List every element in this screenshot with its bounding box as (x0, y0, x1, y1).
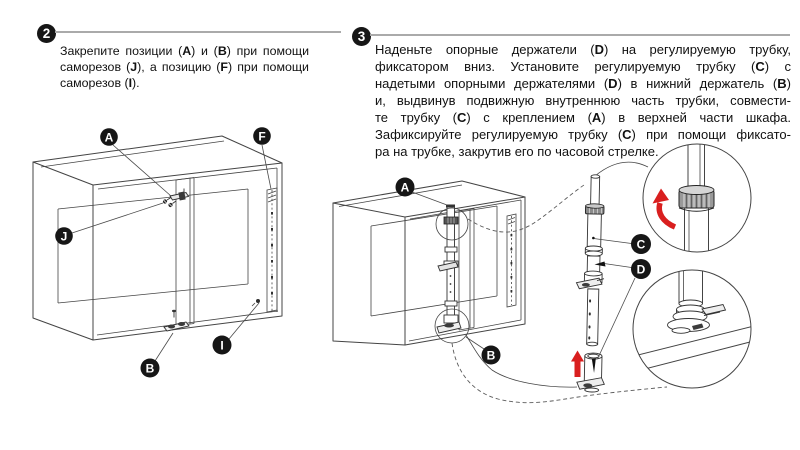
step3-number: 3 (357, 29, 366, 44)
up-arrow-icon (571, 351, 584, 378)
left-cabinet-drawing (33, 127, 282, 377)
screw-i (252, 299, 260, 306)
detail-locking-collar (679, 186, 714, 212)
svg-text:A: A (104, 130, 114, 145)
right-cabinet-drawing (333, 178, 525, 365)
svg-text:F: F (258, 129, 266, 144)
part-label-i (213, 336, 232, 355)
leader-a (412, 192, 447, 205)
svg-text:B: B (145, 361, 155, 376)
part-label-d (631, 259, 651, 279)
connector-curves (452, 162, 667, 402)
svg-text:D: D (636, 262, 646, 277)
bottom-detail-circle (633, 269, 752, 388)
d-leader-arrowhead-bottom (592, 358, 596, 373)
svg-text:I: I (220, 338, 224, 353)
part-label-b (141, 359, 160, 378)
upper-holder-d (576, 271, 604, 289)
svg-text:B: B (486, 348, 496, 363)
step2-instructions: Закрепите позиции (A) и (B) при помощи саморезов (J), а позицию (F) при помощи саморезов (I). (60, 44, 309, 90)
part-label-a (100, 128, 118, 146)
part-label-j (55, 227, 73, 245)
shelf-edge (633, 327, 752, 373)
rail-f (267, 188, 277, 312)
part-label-b2 (482, 346, 501, 365)
rail-right-wall (507, 214, 516, 307)
top-detail-circle (643, 143, 751, 253)
rotate-arrow-icon (653, 189, 676, 228)
part-label-c (631, 234, 651, 254)
step3-instructions: Наденьте опорные держатели (D) на регулируемую трубку, фиксатором вниз. Установите регулируемую трубку (C) с надетыми опорными держателями (D) в нижний держатель (B) и, выдвинув подвижную внутреннюю часть трубки, совмести- те трубку (C) с креплением (A) в верхней части шкафа. Зафиксируйте регулируемую трубку (C) при помощи фиксато- ра на трубке, закрутив его по часовой стрелке. (375, 42, 791, 159)
svg-text:J: J (60, 229, 68, 244)
svg-text:A: A (400, 180, 410, 195)
part-label-a2 (396, 178, 415, 197)
part-label-f (253, 127, 271, 145)
locking-collar (585, 204, 604, 215)
svg-text:C: C (636, 237, 646, 252)
step2-number: 2 (42, 26, 51, 41)
